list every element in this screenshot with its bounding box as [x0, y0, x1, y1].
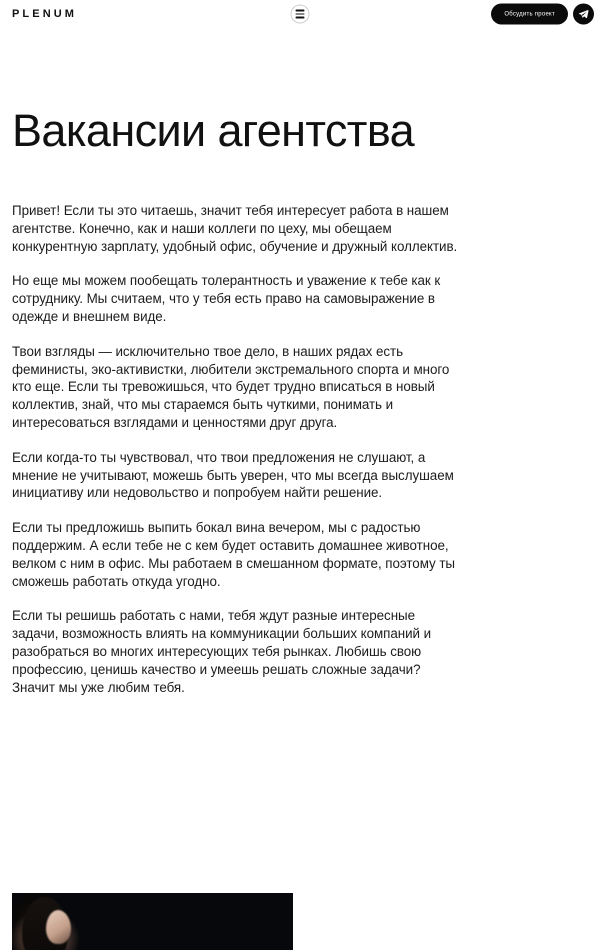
discuss-project-button[interactable]: Обсудить проект: [491, 4, 568, 25]
intro-text-block: [12, 202, 588, 696]
hamburger-bar: [296, 10, 305, 12]
intro-paragraph: Твои взгляды — исключительно твое дело, в наших рядах есть феминисты, эко-активистки, любители экстремального спорта и много кто еще. Если ты тревожишься, что будет трудно вписаться в новый коллектив, знай, что мы стараемся быть чуткими, понимать и интересоваться взглядами и ценностями друг друга.: [12, 343, 450, 430]
telegram-icon[interactable]: [573, 4, 594, 25]
site-logo[interactable]: PLENUM: [12, 7, 78, 20]
intro-paragraph: Если когда-то ты чувствовал, что твои предложения не слушают, а мнение не учитывают, можешь быть уверен, что мы всегда выслушаем инициативу или недовольство и попробуем найти решение.: [12, 449, 454, 501]
page-content: [0, 105, 600, 696]
intro-paragraph: Привет! Если ты это читаешь, значит тебя интересует работа в нашем агентстве. Конечно, как и наши коллеги по цеху, мы обещаем конкурентную зарплату, удобный офис, обучение и дружный коллектив.: [12, 203, 458, 254]
header-actions: [491, 4, 594, 25]
page-title: Вакансии агентства: [12, 105, 415, 156]
team-photo: [12, 893, 293, 950]
intro-paragraph: Но еще мы можем пообещать толерантность и уважение к тебе как к сотруднику. Мы считаем, что у тебя есть право на самовыражение в одежде и внешнем виде.: [12, 273, 441, 324]
intro-paragraph: Если ты предложишь выпить бокал вина вечером, мы с радостью поддержим. А если тебе не с кем будет оставить домашнее животное, велком с ним в офис. Мы работаем в смешанном формате, поэтому ты сможешь работать откуда угодно.: [12, 520, 455, 589]
hamburger-menu-icon[interactable]: [291, 5, 310, 24]
site-header: [0, 0, 600, 28]
photo-detail-face: [46, 910, 71, 944]
hamburger-bar: [296, 17, 305, 19]
hamburger-bar: [296, 13, 305, 15]
team-photo-image: [12, 893, 293, 950]
intro-paragraph: Если ты решишь работать с нами, тебя ждут разные интересные задачи, возможность влиять на коммуникации больших компаний и разобраться во многих интересующих тебя рынках. Любишь свою профессию, ценишь качество и умеешь решать сложные задачи? Значит мы уже любим тебя.: [12, 608, 432, 695]
